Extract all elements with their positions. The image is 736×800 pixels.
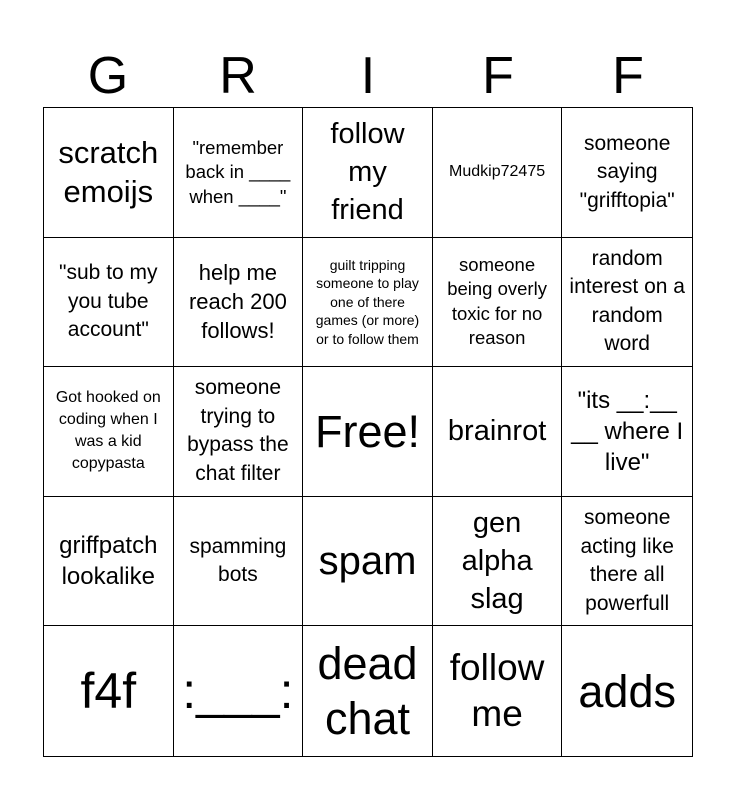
header-letter-f-2: F xyxy=(612,47,644,105)
cell-text: scratch emoijs xyxy=(58,135,159,210)
header-letter-g: G xyxy=(87,47,129,105)
bingo-cell[interactable] xyxy=(174,238,304,368)
bingo-cell[interactable] xyxy=(44,367,174,497)
bingo-cell[interactable] xyxy=(303,238,433,368)
bingo-cell[interactable] xyxy=(562,626,692,756)
bingo-header xyxy=(43,46,693,106)
bingo-cell[interactable] xyxy=(562,238,692,368)
cell-text: random interest on a random word xyxy=(569,246,685,356)
bingo-cell[interactable] xyxy=(174,367,304,497)
cell-text: follow my friend xyxy=(330,118,405,227)
cell-text: guilt tripping someone to play one of there games (or more) or to follow them xyxy=(315,256,420,347)
cell-text: griffpatch lookalike xyxy=(59,532,158,591)
bingo-cell[interactable] xyxy=(303,497,433,627)
cell-text: adds xyxy=(578,665,676,717)
cell-text: brainrot xyxy=(447,415,547,448)
cell-text: spam xyxy=(318,539,417,584)
cell-text: follow me xyxy=(449,647,545,735)
cell-text: Got hooked on coding when I was a kid copypasta xyxy=(55,389,161,473)
cell-text: f4f xyxy=(80,663,137,720)
bingo-cell[interactable] xyxy=(174,497,304,627)
bingo-cell[interactable] xyxy=(303,108,433,238)
cell-text: "remember back in ____ when ____" xyxy=(185,136,291,207)
bingo-board xyxy=(43,107,693,757)
bingo-cell[interactable] xyxy=(562,497,692,627)
cell-text: "its __:__ __ where I live" xyxy=(571,386,684,476)
bingo-cell[interactable] xyxy=(44,497,174,627)
bingo-cell[interactable] xyxy=(433,367,563,497)
free-space-text: Free! xyxy=(314,405,420,457)
cell-text: Mudkip72475 xyxy=(449,163,546,181)
cell-text: gen alpha slag xyxy=(461,507,533,616)
cell-text: "sub to my you tube account" xyxy=(59,261,158,342)
cell-text: dead chat xyxy=(317,638,418,745)
cell-text: someone acting like there all powerfull xyxy=(580,506,674,615)
bingo-cell[interactable] xyxy=(433,497,563,627)
header-letter-f: F xyxy=(482,47,514,105)
bingo-cell[interactable] xyxy=(44,238,174,368)
bingo-cell[interactable] xyxy=(433,238,563,368)
cell-text: spamming bots xyxy=(189,534,287,587)
bingo-cell[interactable] xyxy=(44,626,174,756)
cell-text: help me reach 200 follows! xyxy=(188,260,287,344)
bingo-cell[interactable] xyxy=(174,108,304,238)
bingo-cell[interactable] xyxy=(174,626,304,756)
cell-text: someone saying "grifftopia" xyxy=(579,131,675,212)
bingo-cell[interactable] xyxy=(433,108,563,238)
cell-text: :___: xyxy=(182,663,294,720)
cell-text: someone being overly toxic for no reason xyxy=(447,253,547,349)
bingo-cell[interactable] xyxy=(303,626,433,756)
bingo-cell[interactable] xyxy=(562,367,692,497)
header-letter-i: I xyxy=(360,47,376,105)
free-space-cell[interactable] xyxy=(303,367,433,497)
bingo-cell[interactable] xyxy=(562,108,692,238)
cell-text: someone trying to bypass the chat filter xyxy=(187,376,289,485)
header-letter-r: R xyxy=(219,47,257,105)
bingo-cell[interactable] xyxy=(44,108,174,238)
bingo-cell[interactable] xyxy=(433,626,563,756)
